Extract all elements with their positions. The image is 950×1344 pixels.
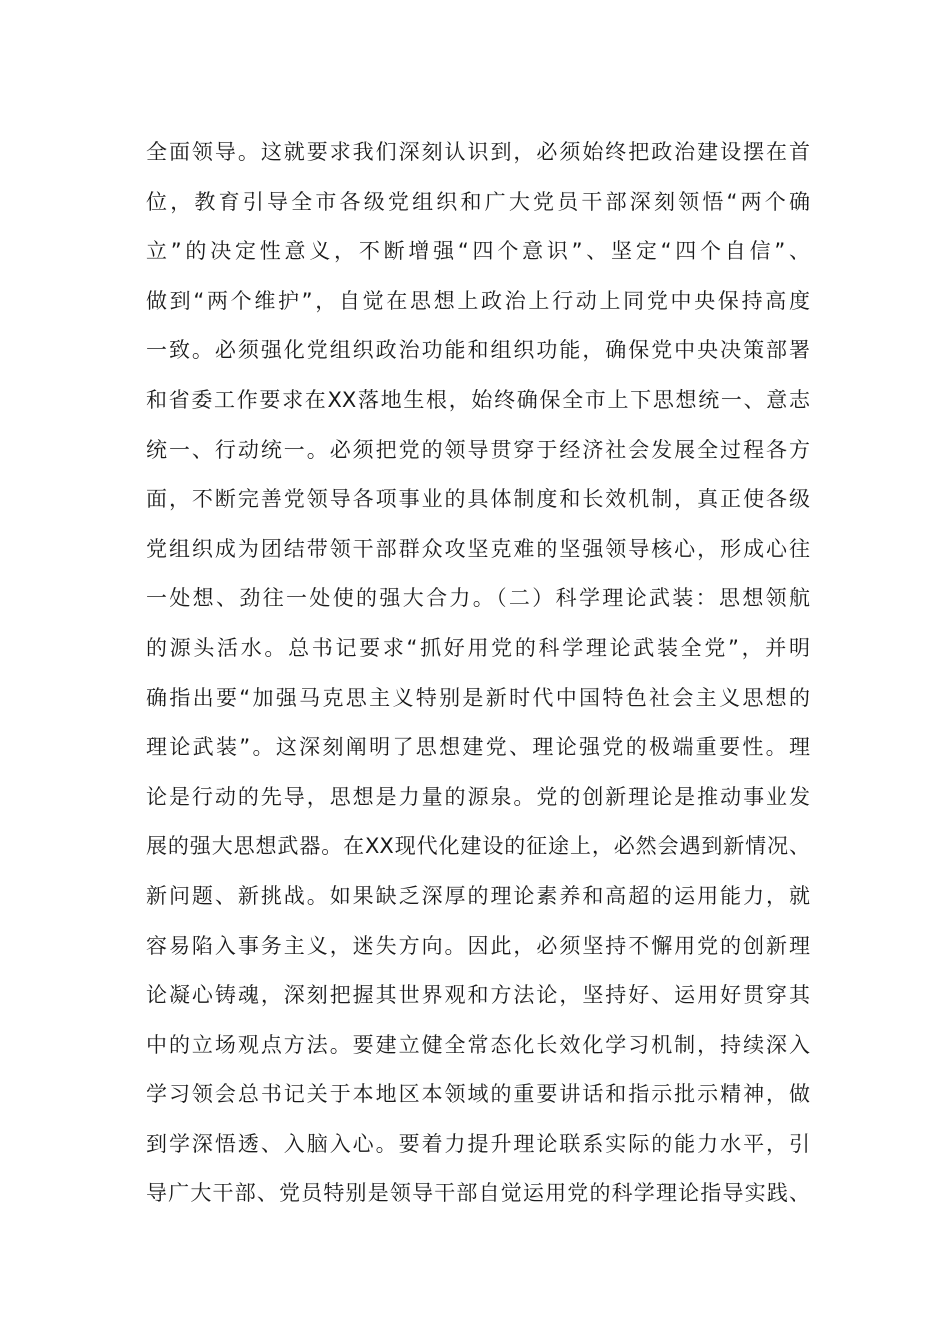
- text-line: 论是行动的先导，思想是力量的源泉。党的创新理论是推动事业发: [146, 784, 810, 809]
- text-line: 学习领会总书记关于本地区本领域的重要讲话和指示批示精神，做: [146, 1082, 810, 1107]
- text-line: 新问题、新挑战。如果缺乏深厚的理论素养和高超的运用能力，就: [146, 883, 810, 908]
- text-line: 一处想、劲往一处使的强大合力。（二）科学理论武装：思想领航: [146, 586, 810, 611]
- text-line: 的源头活水。总书记要求“抓好用党的科学理论武装全党”，并明: [146, 635, 810, 660]
- text-line: 党组织成为团结带领干部群众攻坚克难的坚强领导核心，形成心往: [146, 536, 810, 561]
- text-line: 和省委工作要求在XX落地生根，始终确保全市上下思想统一、意志: [146, 387, 810, 412]
- text-line: 做到“两个维护”，自觉在思想上政治上行动上同党中央保持高度: [146, 288, 810, 313]
- text-line: 容易陷入事务主义，迷失方向。因此，必须坚持不懈用党的创新理: [146, 933, 810, 958]
- text-line: 中的立场观点方法。要建立健全常态化长效化学习机制，持续深入: [146, 1032, 810, 1057]
- text-line: 到学深悟透、入脑入心。要着力提升理论联系实际的能力水平，引: [146, 1131, 810, 1156]
- text-line: 位，教育引导全市各级党组织和广大党员干部深刻领悟“两个确: [146, 189, 810, 214]
- text-line: 展的强大思想武器。在XX现代化建设的征途上，必然会遇到新情况、: [146, 834, 810, 859]
- text-line: 面，不断完善党领导各项事业的具体制度和长效机制，真正使各级: [146, 487, 810, 512]
- text-line: 统一、行动统一。必须把党的领导贯穿于经济社会发展全过程各方: [146, 437, 810, 462]
- text-line: 一致。必须强化党组织政治功能和组织功能，确保党中央决策部署: [146, 338, 810, 363]
- body-text: [146, 128, 810, 1219]
- text-line: 全面领导。这就要求我们深刻认识到，必须始终把政治建设摆在首: [146, 140, 810, 164]
- text-line: 论凝心铸魂，深刻把握其世界观和方法论，坚持好、运用好贯穿其: [146, 983, 810, 1008]
- text-line: 理论武装”。这深刻阐明了思想建党、理论强党的极端重要性。理: [146, 735, 810, 760]
- text-line: 立”的决定性意义，不断增强“四个意识”、坚定“四个自信”、: [146, 239, 810, 264]
- text-line: 确指出要“加强马克思主义特别是新时代中国特色社会主义思想的: [146, 685, 810, 710]
- text-line: 导广大干部、党员特别是领导干部自觉运用党的科学理论指导实践、: [146, 1181, 810, 1206]
